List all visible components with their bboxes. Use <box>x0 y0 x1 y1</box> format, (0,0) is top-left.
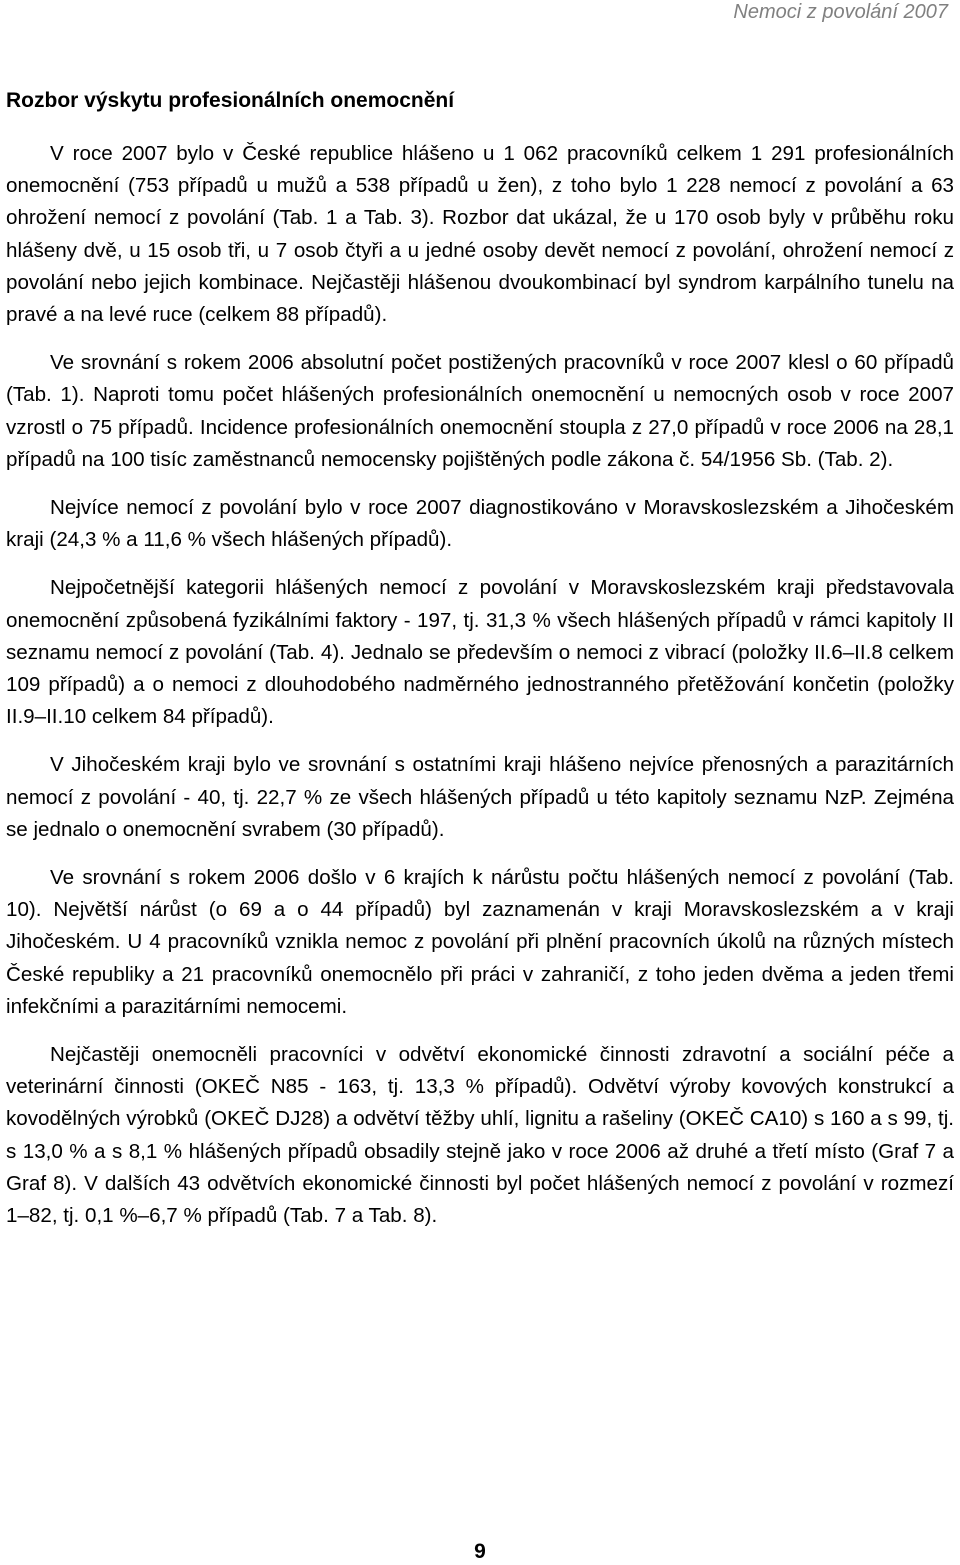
running-header: Nemoci z povolání 2007 <box>733 1 948 23</box>
paragraph-5: V Jihočeském kraji bylo ve srovnání s ostatními kraji hlášeno nejvíce přenosných a parazitárních nemocí z povolání - 40, tj. 22,7 % ze všech hlášených případů u této kapitoly seznamu NzP. Zejména se jednalo o onemocnění svrabem (30 případů). <box>6 753 954 841</box>
page-number: 9 <box>474 1540 486 1563</box>
paragraph-3: Nejvíce nemocí z povolání bylo v roce 2007 diagnostikováno v Moravskoslezském a Jihočeském kraji (24,3 % a 11,6 % všech hlášených případů). <box>6 496 954 552</box>
paragraph-6: Ve srovnání s rokem 2006 došlo v 6 krajích k nárůstu počtu hlášených nemocí z povolání (Tab. 10). Největší nárůst (o 69 a o 44 případů) byl zaznamenán v kraji Moravskoslezském a v kraji Jihočeském. U 4 pracovníků vznikla nemoc z povolání při plnění pracovních úkolů na různých místech České republiky a 21 pracovníků onemocnělo při práci v zahraničí, z toho jeden dvěma a jeden třemi infekčními a parazitárními nemocemi. <box>6 866 954 1018</box>
section-heading: Rozbor výskytu profesionálních onemocnění <box>6 89 455 112</box>
paragraph-7: Nejčastěji onemocněli pracovníci v odvětví ekonomické činnosti zdravotní a sociální péče a veterinární činnosti (OKEČ N85 - 163, tj. 13,3 % případů). Odvětví výroby kovových konstrukcí a kovodělných výrobků (OKEČ DJ28) a odvětví těžby uhlí, lignitu a rašeliny (OKEČ CA10) s 160 a s 99, tj. s 13,0 % a s 8,1 % hlášených případů obsadily stejně jako v roce 2006 až druhé a třetí místo (Graf 7 a Graf 8). V dalších 43 odvětvích ekonomické činnosti byl počet hlášených nemocí z povolání v rozmezí 1–82, tj. 0,1 %–6,7 % případů (Tab. 7 a Tab. 8). <box>6 1043 954 1228</box>
paragraph-1: V roce 2007 bylo v České republice hlášeno u 1 062 pracovníků celkem 1 291 profesionálních onemocnění (753 případů u mužů a 538 případů u žen), z toho bylo 1 228 nemocí z povolání a 63 ohrožení nemocí z povolání (Tab. 1 a Tab. 3). Rozbor dat ukázal, že u 170 osob byly v průběhu roku hlášeny dvě, u 15 osob tři, u 7 osob čtyři a u jedné osoby devět nemocí z povolání, ohrožení nemocí z povolání nebo jejich kombinace. Nejčastěji hlášenou dvoukombinací byl syndrom karpálního tunelu na pravé a na levé ruce (celkem 88 případů). <box>6 142 954 327</box>
paragraph-4: Nejpočetnější kategorii hlášených nemocí z povolání v Moravskoslezském kraji představovala onemocnění způsobená fyzikálními faktory - 197, tj. 31,3 % všech hlášených případů v rámci kapitoly II seznamu nemocí z povolání (Tab. 4). Jednalo se především o nemoci z vibrací (položky II.6–II.8 celkem 109 případů) a o nemoci z dlouhodobého nadměrného jednostranného přetěžování končetin (položky II.9–II.10 celkem 84 případů). <box>6 576 954 729</box>
body-text <box>6 138 954 1248</box>
paragraph-2: Ve srovnání s rokem 2006 absolutní počet postižených pracovníků v roce 2007 klesl o 60 případů (Tab. 1). Naproti tomu počet hlášených profesionálních onemocnění u nemocných osob v roce 2007 vzrostl o 75 případů. Incidence profesionálních onemocnění stoupla z 27,0 případů v roce 2006 na 28,1 případů na 100 tisíc zaměstnanců nemocensky pojištěných podle zákona č. 54/1956 Sb. (Tab. 2). <box>6 351 954 471</box>
